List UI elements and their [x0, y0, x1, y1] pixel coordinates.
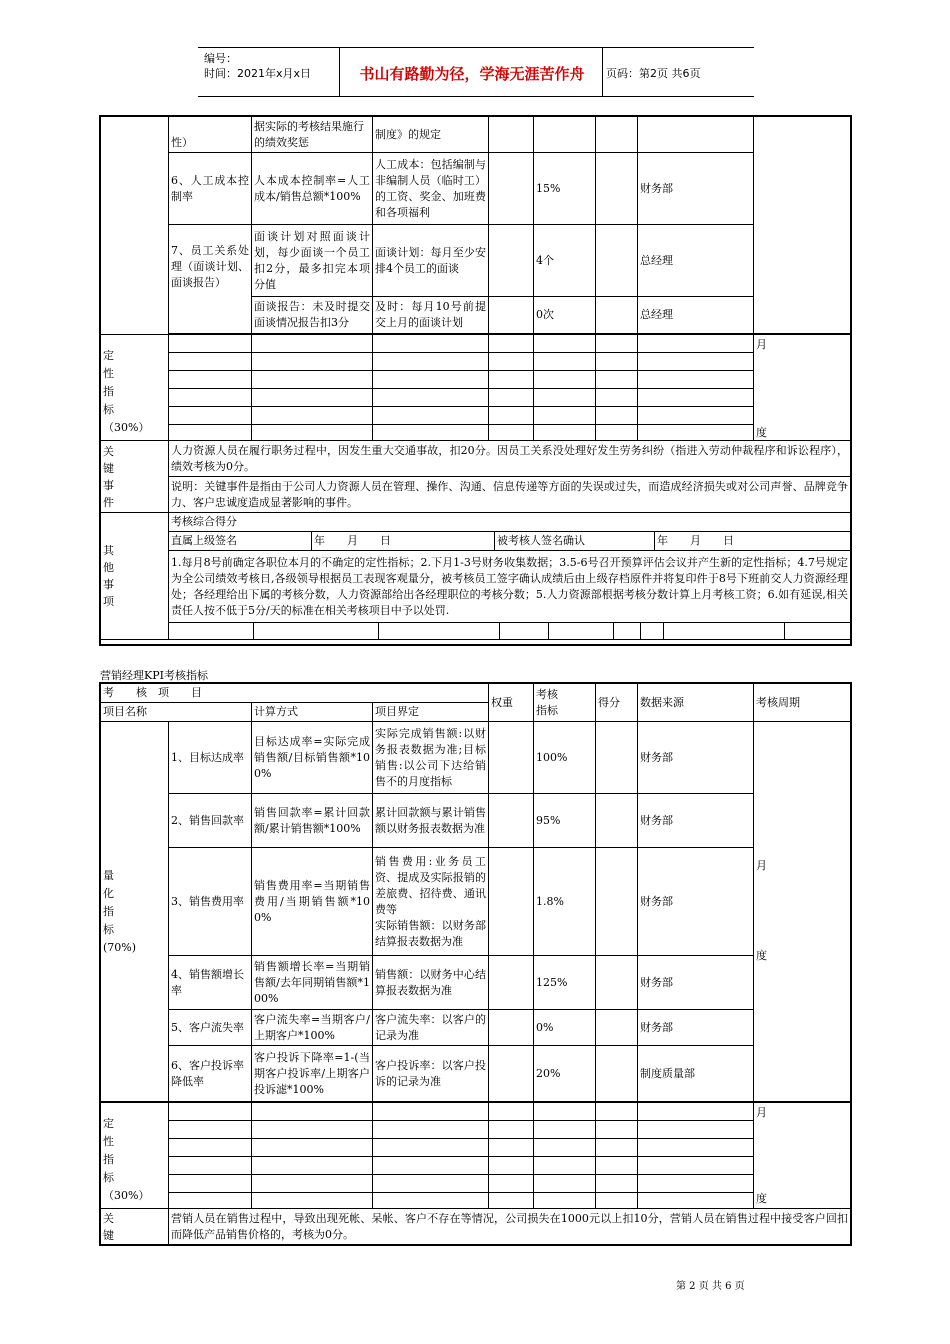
table-row: [101, 848, 851, 956]
header-time: 时间：2021年x月x日: [204, 67, 312, 80]
header-items: 考 核 项 目: [101, 684, 489, 703]
score-cell: [596, 117, 638, 153]
calc-cell: 销售额增长率=当期销售额/去年同期销售额*100%: [252, 956, 373, 1010]
header-period: 考核周期: [754, 684, 851, 722]
calc-cell: 销售回款率=累计回款额/累计销售额*100%: [252, 794, 373, 848]
header-target: 考核 指标: [534, 684, 596, 722]
qualitative-label: 定 性 指 标 （30%）: [101, 1103, 169, 1209]
score-cell: [596, 297, 638, 334]
header-weight: 权重: [489, 684, 534, 722]
quantitative-label: 量 化 指 标 (70%): [101, 722, 169, 1102]
weight-cell: [489, 956, 534, 1010]
source-cell: 财务部: [638, 956, 754, 1010]
target-cell: 20%: [534, 1046, 596, 1102]
period-cell: [754, 117, 851, 334]
weight-cell: [489, 794, 534, 848]
target-cell: 100%: [534, 722, 596, 794]
key-events-label: 关 键 事 件: [101, 441, 169, 513]
table-header-row: [101, 684, 851, 703]
key-events-text: 人力资源人员在履行职务过程中，因发生重大交通事故，扣20分。因员工关系没处理好发生劳务纠纷（指进入劳动仲裁程序和诉讼程序），绩效考核为0分。: [169, 441, 851, 477]
score-total-label: 考核综合得分: [169, 513, 851, 532]
def-cell: 累计回款额与累计销售额以财务报表数据为准: [373, 794, 489, 848]
score-cell: [596, 794, 638, 848]
weight-cell: [489, 153, 534, 225]
key-events-note: 说明：关键事件是指由于公司人力资源人员在管理、操作、沟通、信息传递等方面的失误或过失，而造成经济损失或对公司声誉、品牌竞争力、客户忠诚度造成显著影响的事件。: [169, 477, 851, 513]
calc-cell: 目标达成率=实际完成销售额/目标销售额*100%: [252, 722, 373, 794]
header-score: 得分: [596, 684, 638, 722]
def-cell: 制度》的规定: [373, 117, 489, 153]
score-cell: [596, 1010, 638, 1046]
def-cell: 销售额：以财务中心结算报表数据为准: [373, 956, 489, 1010]
def-cell: 销售费用:业务员工资、提成及实际报销的差旅费、招待费、通讯费等 实际销售额：以财务部结算报表数据为准: [373, 848, 489, 956]
calc-cell: 面谈计划对照面谈计划，每少面谈一个员工扣2分，最多扣完本项分值: [252, 225, 373, 297]
target-cell: 0次: [534, 297, 596, 334]
period-month: 月: [756, 338, 767, 351]
def-cell: 人工成本：包括编制与非编制人员（临时工）的工资、奖金、加班费和各项福利: [373, 153, 489, 225]
calc-cell: 面谈报告：未及时提交面谈情况报告扣3分: [252, 297, 373, 334]
table-row: [101, 225, 851, 297]
table-row: [101, 1046, 851, 1102]
target-cell: 15%: [534, 153, 596, 225]
weight-cell: [489, 1010, 534, 1046]
procedure-notes: 1.每月8号前确定各职位本月的不确定的定性指标；2.下月1-3号财务收集数据；3.5-6号召开预算评估会议并产生新的定性指标；4.7号规定为全公司绩效考核日,各级领导根据员工表现客观量分，被考核员工签字确认成绩后由上级存档原件并将复印件于8号下班前交人力资源经理处；各经理给出下属的考核分数，人力资源部给出各经理职位的考核分数；5.人力资源部根据考核分数计算上月考核工资；6.如有延误,相关责任人按不低于5分/天的标准在相关考核项目中予以处罚.: [169, 551, 851, 623]
calc-cell: 客户流失率=当期客户/上期客户*100%: [252, 1010, 373, 1046]
source-cell: 财务部: [638, 848, 754, 956]
period-degree: 度: [756, 1192, 767, 1205]
target-cell: [534, 117, 596, 153]
blank-cell: [101, 117, 169, 335]
item-name-cell: 3、销售费用率: [169, 848, 252, 956]
period-month: 月: [756, 859, 767, 872]
hr-qualitative-table: [100, 334, 851, 441]
source-cell: 制度质量部: [638, 1046, 754, 1102]
employee-sign-date: 年 月 日: [655, 532, 851, 551]
score-cell: [596, 225, 638, 297]
def-cell: 客户流失率：以客户的记录为准: [373, 1010, 489, 1046]
period-degree: 度: [756, 426, 767, 439]
target-cell: 125%: [534, 956, 596, 1010]
hr-kpi-table: [100, 116, 851, 335]
item-name-cell: 2、销售回款率: [169, 794, 252, 848]
header-motto: 书山有路勤为径，学海无涯苦作舟: [359, 65, 585, 83]
other-items-label: 其 他 事 项: [101, 513, 169, 640]
target-cell: 4个: [534, 225, 596, 297]
table-row: [101, 1010, 851, 1046]
source-cell: 总经理: [638, 225, 754, 297]
def-cell: 实际完成销售额:以财务报表数据为准;目标销售:以公司下达给销售不的月度指标: [373, 722, 489, 794]
header-divider: [339, 48, 340, 96]
source-cell: 总经理: [638, 297, 754, 334]
score-cell: [596, 848, 638, 956]
sales-qualitative-table: [100, 1102, 851, 1209]
item-name-cell: 5、客户流失率: [169, 1010, 252, 1046]
header-def: 项目界定: [373, 703, 489, 722]
item-name-cell: 6、人工成本控制率: [169, 153, 252, 225]
target-cell: 0%: [534, 1010, 596, 1046]
period-cell: [754, 1103, 851, 1209]
header-meta: [204, 51, 311, 81]
weight-cell: [489, 297, 534, 334]
source-cell: 财务部: [638, 794, 754, 848]
supervisor-sign-label: 直属上级签名: [169, 532, 312, 551]
calc-cell: 人本成本控制率=人工成本/销售总额*100%: [252, 153, 373, 225]
calc-cell: 客户投诉下降率=1-(当期客户投诉率/上期客户投诉滤*100%: [252, 1046, 373, 1102]
def-cell: 面谈计划：每月至少安排4个员工的面谈: [373, 225, 489, 297]
page-header: [198, 47, 754, 97]
table-row: [101, 956, 851, 1010]
calc-cell: 销售费用率=当期销售费用/当期销售额*100%: [252, 848, 373, 956]
score-cell: [596, 722, 638, 794]
table-row: [101, 117, 851, 153]
header-code: 编号：: [204, 52, 237, 65]
key-events-label: 关 键: [101, 1209, 169, 1246]
section-title: 营销经理KPI考核指标: [100, 669, 208, 682]
period-cell: [754, 722, 851, 1102]
item-name-cell: 4、销售额增长率: [169, 956, 252, 1010]
source-cell: [638, 117, 754, 153]
item-name-cell: 6、客户投诉率降低率: [169, 1046, 252, 1102]
def-cell: 客户投诉率：以客户投诉的记录为准: [373, 1046, 489, 1102]
table-row: [101, 722, 851, 794]
target-cell: 1.8%: [534, 848, 596, 956]
weight-cell: [489, 117, 534, 153]
item-name-cell: 1、目标达成率: [169, 722, 252, 794]
qualitative-label: 定 性 指 标 （30%）: [101, 335, 169, 441]
header-divider: [602, 48, 603, 96]
table-row: [101, 794, 851, 848]
score-cell: [596, 1046, 638, 1102]
employee-sign-label: 被考核人签名确认: [495, 532, 655, 551]
period-cell: [754, 335, 851, 441]
item-name-cell: 7、员工关系处理（面谈计划、面谈报告）: [169, 225, 252, 334]
calc-cell: 据实际的考核结果施行的绩效奖惩: [252, 117, 373, 153]
supervisor-sign-date: 年 月 日: [312, 532, 495, 551]
period-month: 月: [756, 1106, 767, 1119]
key-events-text: 营销人员在销售过程中，导致出现死帐、呆帐、客户不存在等情况，公司损失在1000元以上扣10分，营销人员在销售过程中接受客户回扣而降低产品销售价格的，考核为0分。: [169, 1209, 851, 1246]
table-row: [101, 153, 851, 225]
header-calc: 计算方式: [252, 703, 373, 722]
weight-cell: [489, 848, 534, 956]
period-degree: 度: [756, 949, 767, 962]
source-cell: 财务部: [638, 153, 754, 225]
weight-cell: [489, 225, 534, 297]
sales-kpi-table: [100, 683, 851, 1102]
def-cell: 及时：每月10号前提交上月的面谈计划: [373, 297, 489, 334]
sales-key-events-table: [100, 1208, 851, 1246]
header-name: 项目名称: [101, 703, 252, 722]
weight-cell: [489, 722, 534, 794]
source-cell: 财务部: [638, 1010, 754, 1046]
header-source: 数据来源: [638, 684, 754, 722]
source-cell: 财务部: [638, 722, 754, 794]
item-name-cell: 性）: [169, 117, 252, 153]
page-footer: 第 2 页 共 6 页: [676, 1281, 745, 1292]
hr-key-events-table: [100, 440, 851, 640]
header-page-number: 页码：第2页 共6页: [606, 67, 701, 80]
weight-cell: [489, 1046, 534, 1102]
score-cell: [596, 956, 638, 1010]
score-cell: [596, 153, 638, 225]
target-cell: 95%: [534, 794, 596, 848]
